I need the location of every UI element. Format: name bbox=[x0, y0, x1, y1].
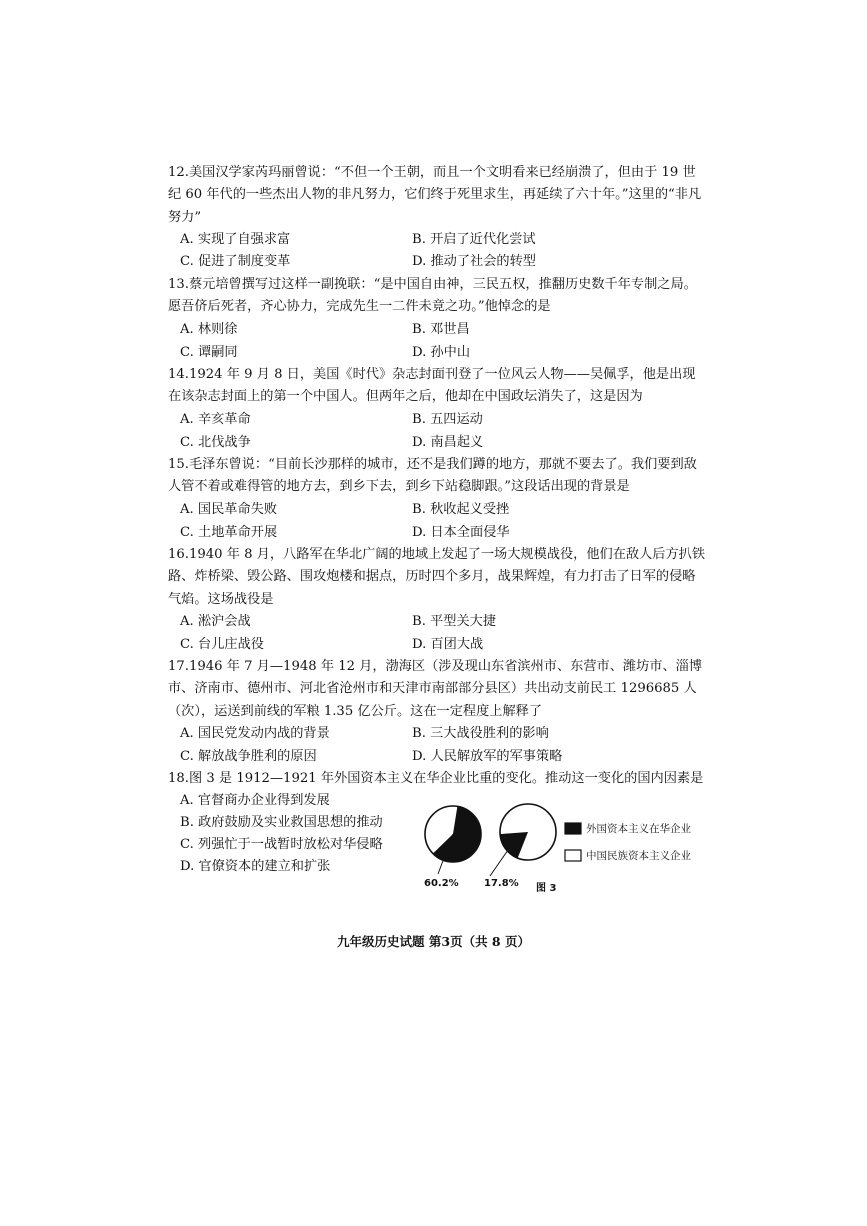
pie-label-1921: 17.8% bbox=[484, 878, 519, 889]
option-b: B. 五四运动 bbox=[412, 412, 483, 427]
pie-group bbox=[425, 804, 556, 876]
option-b: B. 平型关大捷 bbox=[412, 614, 497, 629]
options-row bbox=[180, 432, 660, 454]
options-row bbox=[180, 522, 660, 544]
question-18: 18.图 3 是 1912—1921 年外国资本主义在华企业比重的变化。推动这一变化的国内因素是 bbox=[168, 771, 704, 786]
option-b: B. 开启了近代化尝试 bbox=[412, 232, 536, 247]
option-b: B. 三大战役胜利的影响 bbox=[412, 726, 549, 741]
option-d: D. 南昌起义 bbox=[412, 435, 484, 450]
figure-3-pie-charts bbox=[408, 796, 728, 900]
options-row bbox=[180, 229, 660, 251]
option-d: D. 官僚资本的建立和扩张 bbox=[180, 859, 331, 874]
option-d: D. 百团大战 bbox=[412, 637, 484, 652]
figure-caption: 图 3 bbox=[536, 883, 557, 894]
legend-label-domestic: 中国民族资本主义企业 bbox=[586, 850, 691, 862]
option-a: A. 官督商办企业得到发展 bbox=[180, 793, 330, 808]
option-c: C. 谭嗣同 bbox=[180, 345, 238, 360]
options-row bbox=[180, 319, 660, 341]
option-c: C. 土地革命开展 bbox=[180, 525, 278, 540]
question-13: 13.蔡元培曾撰写过这样一副挽联：“是中国自由神，三民五权，推翻历史数千年专制之局。愿吾侪后死者，齐心协力，完成先生一二件未竟之功。”他悼念的是 bbox=[168, 277, 697, 315]
option-c: C. 解放战争胜利的原因 bbox=[180, 749, 317, 764]
options-row bbox=[180, 251, 660, 273]
option-b: B. 秋收起义受挫 bbox=[412, 502, 510, 517]
option-d: D. 人民解放军的军事策略 bbox=[412, 749, 563, 764]
question-17: 17.1946 年 7 月—1948 年 12 月，渤海区（涉及现山东省滨州市、东营市、潍坊市、淄博市、济南市、德州市、河北省沧州市和天津市南部部分县区）共出动支前民工 1296685 人（次），运送到前线的军粮 1.35 亿公斤。这在一定程度上解释了 bbox=[168, 659, 703, 719]
question-14: 14.1924 年 9 月 8 日，美国《时代》杂志封面刊登了一位风云人物——吴佩孚，他是出现在该杂志封面上的第一个中国人。但两年之后，他却在中国政坛消失了，这是因为 bbox=[168, 367, 696, 405]
options-row bbox=[180, 409, 660, 431]
legend-swatch-foreign bbox=[565, 823, 581, 834]
option-a: A. 国民革命失败 bbox=[180, 502, 278, 517]
question-16: 16.1940 年 8 月，八路军在华北广阔的地域上发起了一场大规模战役，他们在敌人后方扒铁路、炸桥梁、毁公路、围攻炮楼和据点，历时四个多月，战果辉煌，有力打击了日军的侵略气焰。这场战役是 bbox=[168, 547, 706, 607]
option-a: A. 淞沪会战 bbox=[180, 614, 251, 629]
option-d: D. 孙中山 bbox=[412, 345, 471, 360]
option-a: A. 林则徐 bbox=[180, 322, 238, 337]
option-c: C. 促进了制度变革 bbox=[180, 254, 291, 269]
options-row bbox=[180, 746, 660, 768]
option-b: B. 邓世昌 bbox=[412, 322, 470, 337]
question-15: 15.毛泽东曾说：“目前长沙那样的城市，还不是我们蹲的地方，那就不要去了。我们要到敌人管不着或难得管的地方去，到乡下去，到乡下站稳脚跟。”这段话出现的背景是 bbox=[168, 457, 697, 495]
option-d: D. 推动了社会的转型 bbox=[412, 254, 536, 269]
options-row bbox=[180, 499, 660, 521]
option-a: A. 国民党发动内战的背景 bbox=[180, 726, 330, 741]
option-d: D. 日本全面侵华 bbox=[412, 525, 510, 540]
options-row bbox=[180, 611, 660, 633]
options-row bbox=[180, 634, 660, 656]
option-b: B. 政府鼓励及实业救国思想的推动 bbox=[180, 815, 383, 830]
legend-swatch-domestic bbox=[565, 850, 581, 861]
options-row bbox=[180, 723, 660, 745]
page-footer: 九年级历史试题 第3页（共 8 页） bbox=[337, 934, 530, 949]
legend-label-foreign: 外国资本主义在华企业 bbox=[586, 823, 691, 835]
option-c: C. 台儿庄战役 bbox=[180, 637, 264, 652]
pie-label-1912: 60.2% bbox=[424, 878, 459, 889]
option-c: C. 列强忙于一战暂时放松对华侵略 bbox=[180, 837, 383, 852]
pie-2-leader-line bbox=[490, 850, 508, 876]
option-c: C. 北伐战争 bbox=[180, 435, 251, 450]
options-row bbox=[180, 342, 660, 364]
question-12: 12.美国汉学家芮玛丽曾说：“不但一个王朝，而且一个文明看来已经崩溃了，但由于 19 世纪 60 年代的一些杰出人物的非凡努力，它们终于死里求生，再延续了六十年。”这里的“非凡努力” bbox=[168, 165, 702, 225]
option-a: A. 实现了自强求富 bbox=[180, 232, 291, 247]
option-a: A. 辛亥革命 bbox=[180, 412, 251, 427]
legend bbox=[565, 822, 691, 862]
